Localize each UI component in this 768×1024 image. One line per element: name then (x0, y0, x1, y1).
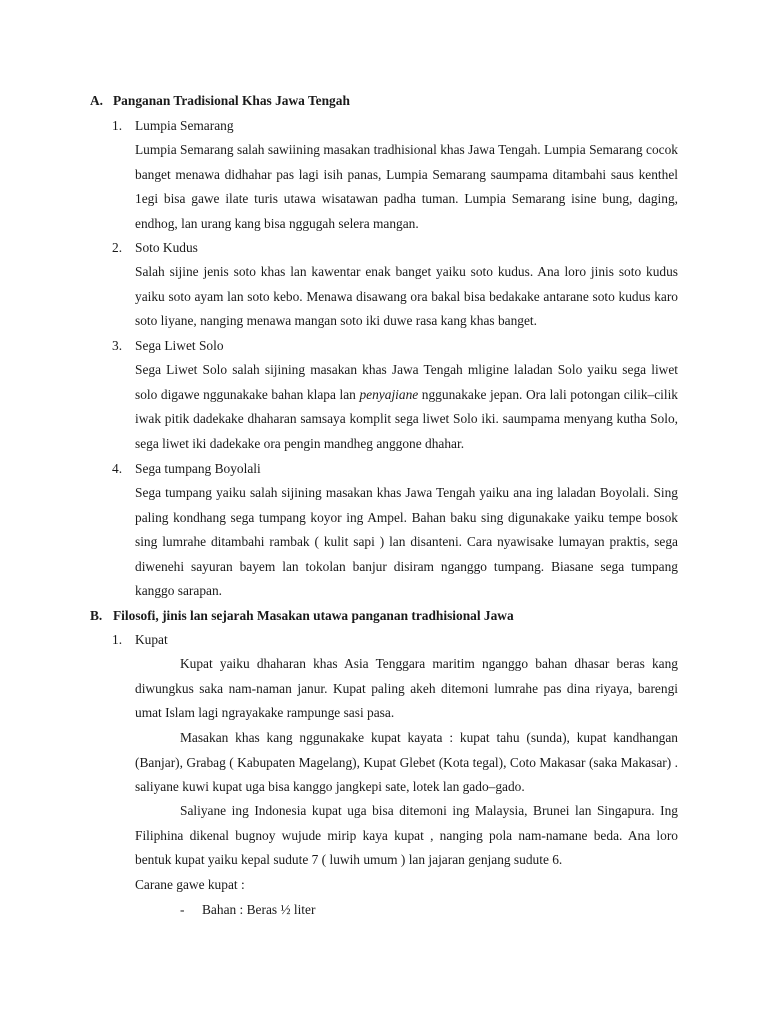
item-b1-heading (112, 628, 692, 652)
item-b1-marker: 1. (112, 632, 123, 647)
item-a1-paragraph: Lumpia Semarang salah sawiining masakan tradhisional khas Jawa Tengah. Lumpia Semarang cocok banget menawa didhahar pas lagi isih panas, Lumpia Semarang saumpama ditambahi saus kenthel 1egi bisa gawe ilate turis utawa wisatawan padha tuman. Lumpia Semarang isine bung, daging, endhog, lan urang kang bisa nggugah selera mangan. (135, 142, 678, 231)
item-a1-marker: 1. (112, 118, 123, 133)
kupat-paragraph-1: Kupat yaiku dhaharan khas Asia Tenggara maritim nganggo bahan dhasar beras kang diwungkus saka nam-naman janur. Kupat paling akeh ditemoni lumrahe pas dina riyaya, barengi umat Islam lagi ngrayakake rampunge sasi pasa. (135, 656, 678, 720)
bullet-marker: - (180, 902, 185, 917)
item-a3-text-end: nggunakake jepan. Ora lali potongan cilik–cilik iwak pitik dadekake dhaharan samsaya komplit sega liwet Solo iki. saumpama menyang kutha Solo, sega liwet iki dadekake ora pengin mandheg anggone dhahar. (135, 386, 679, 451)
section-a-heading (90, 89, 690, 113)
section-b-heading (90, 604, 690, 628)
item-b1-title: Kupat (135, 632, 168, 647)
item-a2-marker: 2. (112, 240, 123, 255)
item-a3-italic-word: penyajiane (359, 386, 419, 402)
item-a3-paragraph (135, 358, 678, 456)
section-b-marker: B. (90, 608, 103, 623)
item-a4-title: Sega tumpang Boyolali (135, 461, 261, 476)
item-a3-heading (112, 334, 692, 358)
item-a3-text-start: Sega Liwet Solo salah sijining masakan khas Jawa Tengah mligine laladan Solo yaiku sega liwet solo digawe nggunakake bahan klapa lan (135, 362, 678, 402)
item-a4-marker: 4. (112, 461, 123, 476)
section-b-title: Filosofi, jinis lan sejarah Masakan utawa panganan tradhisional Jawa (113, 608, 514, 623)
item-a2-title: Soto Kudus (135, 240, 198, 255)
kupat-paragraph-2: Masakan khas kang nggunakake kupat kayata : kupat tahu (sunda), kupat kandhangan (Banjar), Grabag ( Kabupaten Magelang), Kupat Glebet (Kota tegal), Coto Makasar (saka Makasar) . saliyane kuwi kupat uga bisa kanggo jangkepi sate, lotek lan gado–gado. (135, 730, 678, 794)
item-a3-title: Sega Liwet Solo (135, 338, 224, 353)
item-a4-heading (112, 457, 692, 481)
item-a1-heading (112, 114, 692, 138)
section-a-title: Panganan Tradisional Khas Jawa Tengah (113, 93, 350, 108)
ingredient-bullet (180, 898, 580, 922)
item-a1-title: Lumpia Semarang (135, 118, 234, 133)
item-a3-marker: 3. (112, 338, 123, 353)
section-a-marker: A. (90, 93, 104, 108)
item-a2-heading (112, 236, 692, 260)
ingredient-text: Bahan : Beras ½ liter (202, 902, 316, 917)
kupat-paragraph-3: Saliyane ing Indonesia kupat uga bisa ditemoni ing Malaysia, Brunei lan Singapura. Ing Filiphina dikenal bugnoy wujude mirip kaya kupat , nanging pola nam-namane beda. Ana loro bentuk kupat yaiku kepal sudute 7 ( luwih umum ) lan jajaran genjang sudute 6. (135, 803, 678, 867)
carane-gawe-kupat-label: Carane gawe kupat : (135, 877, 245, 892)
item-a2-paragraph: Salah sijine jenis soto khas lan kawentar enak banget yaiku soto kudus. Ana loro jinis soto kudus yaiku soto ayam lan soto kebo. Menawa disawang ora bakal bisa bedakake antarane soto kudus karo soto liyane, nanging menawa mangan soto iki duwe rasa kang khas banget. (135, 264, 678, 328)
item-a4-paragraph: Sega tumpang yaiku salah sijining masakan khas Jawa Tengah yaiku ana ing laladan Boyolali. Sing paling kondhang sega tumpang koyor ing Ampel. Bahan baku sing digunakake yaiku tempe bosok sing lumrahe ditambahi rambak ( kulit sapi ) lan disanteni. Cara nyawisake lumayan praktis, sega diwenehi sayuran bayem lan tokolan banjur disiram nganggo tumpang. Biasane sega tumpang kanggo sarapan. (135, 485, 678, 598)
